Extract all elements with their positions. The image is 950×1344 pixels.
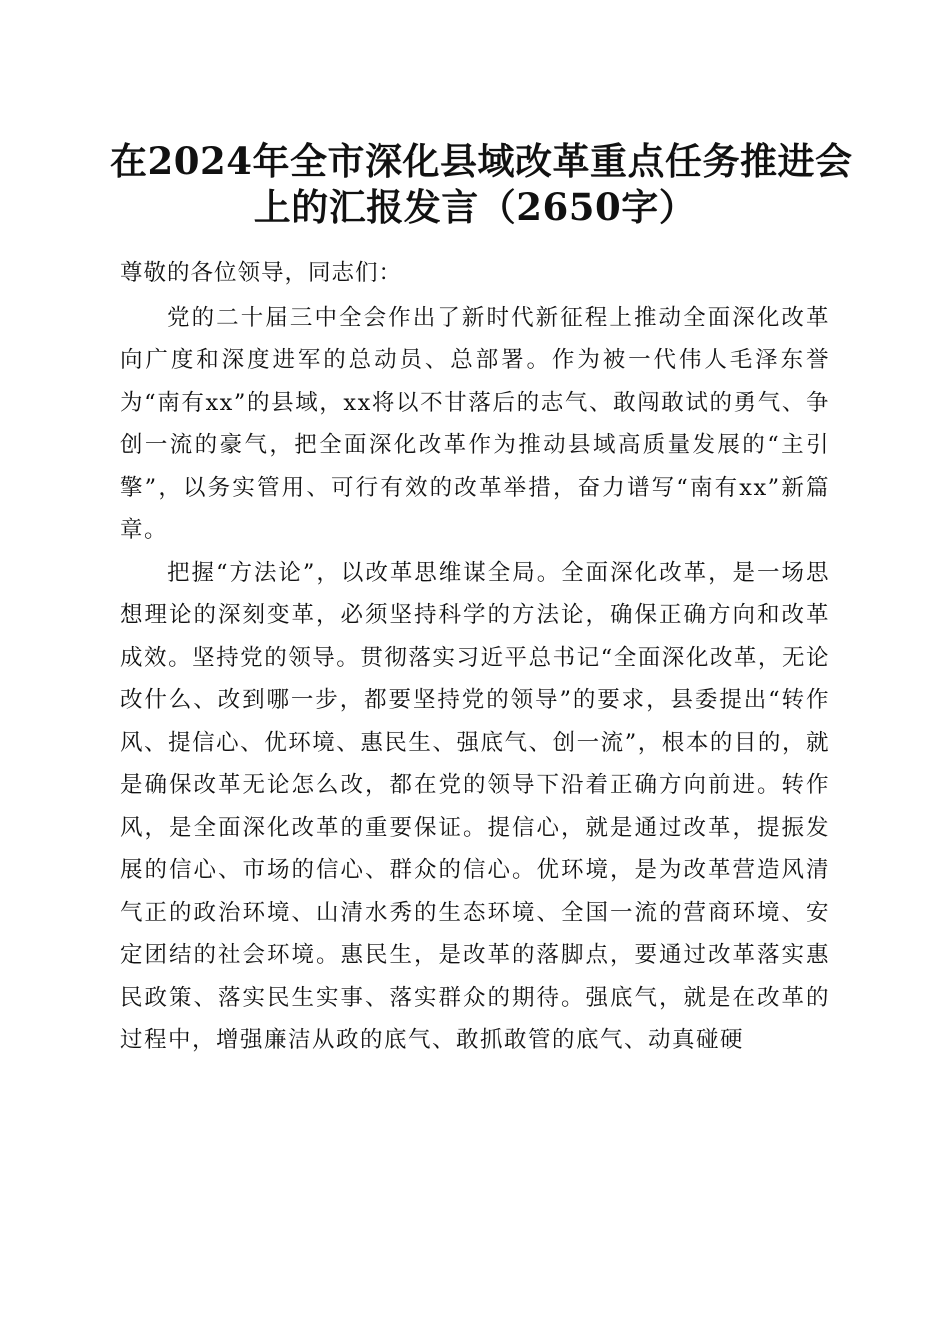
document-title xyxy=(110,138,853,230)
paragraph-2: 把握“方法论”，以改革思维谋全局。全面深化改革，是一场思想理论的深刻变革，必须坚持科学的方法论，确保正确方向和改革成效。坚持党的领导。贯彻落实习近平总书记“全面深化改革，无论改什么、改到哪一步，都要坚持党的领导”的要求，县委提出“转作风、提信心、优环境、惠民生、强底气、创一流”，根本的目的，就是确保改革无论怎么改，都在党的领导下沿着正确方向前进。转作风，是全面深化改革的重要保证。提信心，就是通过改革，提振发展的信心、市场的信心、群众的信心。优环境，是为改革营造风清气正的政治环境、山清水秀的生态环境、全国一流的营商环境、安定团结的社会环境。惠民生，是改革的落脚点，要通过改革落实惠民政策、落实民生实事、落实群众的期待。强底气，就是在改革的过程中，增强廉洁从政的底气、敢抓敢管的底气、动真碰硬 xyxy=(120,559,830,1053)
paragraph-1: 党的二十届三中全会作出了新时代新征程上推动全面深化改革向广度和深度进军的总动员、总部署。作为被一代伟人毛泽东誉为“南有xx”的县域，xx将以不甘落后的志气、敢闯敢试的勇气、争创一流的豪气，把全面深化改革作为推动县域高质量发展的“主引擎”，以务实管用、可行有效的改革举措，奋力谱写“南有xx”新篇章。 xyxy=(120,304,830,543)
document-body xyxy=(120,252,830,1062)
title-line-2: 上的汇报发言（2650字） xyxy=(253,185,697,229)
title-line-1: 在2024年全市深化县域改革重点任务推进会 xyxy=(110,139,853,183)
salutation: 尊敬的各位领导，同志们： xyxy=(120,260,403,286)
